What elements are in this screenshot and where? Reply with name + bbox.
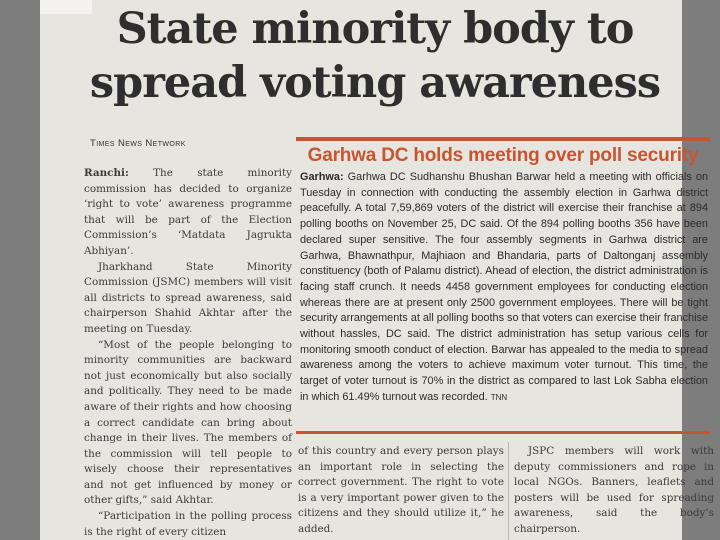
- sidebar-text: Garhwa DC Sudhanshu Bhushan Barwar held a meeting with officials on Tuesday in connection with conducting the assembly election in Garhwa district peacefully. A total 7,59,869 voters of the district will exercise their franchise at 894 polling booths on November 25, DC said. Of the 894 polling booths 356 have been declared super sensitive. The four assembly segments in Garhwa district are Garhwa, Bhawnathpur, Majhiaon and Bhandaria, parts of Daltonganj assembly constituency (both of Palamu district). Ahead of election, the district administration is facing staff crunch. It needs 4458 government employees for conducting election whereas there are at present only 2500 government employees. There will be tight security arrangements at all polling booths so that voters can exercise their franchise without hassles, DC said. The district administration has setup various cells for monitoring smooth conduct of election. Barwar has appealed to the media to spread awareness among the voters to achieve maximum voter turnout. This time, the target of voter turnout is 70% in the district as compared to last Lok Sabha election in which 61.49% turnout was recorded.: [300, 171, 709, 403]
- headline-line-1: State minority body to: [116, 4, 634, 54]
- sidebar-headline: Garhwa DC holds meeting over poll security: [307, 145, 699, 166]
- story-paragraph-3: “Most of the people belonging to minority communities are backward not just economically but also socially and politically. They need to be made aware of their rights and how choosing a correct candidate can bring about change in their lives. The members of the commission will tell people to wisely choose their representatives and not get influenced by money or other gifts,” said Akhtar.: [84, 338, 292, 507]
- sidebar-body: [300, 170, 708, 406]
- story-continuation-middle: of this country and every person plays an important role in selecting the correct government. The right to vote is a very important power given to the citizens and they should utilize it,” he added.: [298, 445, 504, 535]
- sidebar-credit: TNN: [490, 392, 508, 402]
- sidebar-bottom-rule: [296, 431, 710, 434]
- story-continuation-right: JSPC members will work with deputy commissioners and rope in local NGOs. Banners, leaflets and posters will be used for spreading awareness, said the body’s chairperson.: [514, 445, 714, 535]
- story-paragraph-2: Jharkhand State Minority Commission (JSMC) members will visit all districts to spread awareness, said chairperson Shahid Akhtar after the meeting on Tuesday.: [84, 260, 292, 335]
- story-paragraph-1: [84, 166, 292, 260]
- main-headline: [70, 2, 680, 110]
- sidebar-dateline: Garhwa:: [300, 171, 344, 183]
- headline-line-2: spread voting awareness: [89, 58, 661, 108]
- paragraph-text: The state minority commission has decided to organize ‘right to vote’ awareness programme that will be part of the Election Commission’s ‘Matdata Jagrukta Abhiyan’.: [84, 167, 292, 257]
- sidebar-top-rule: [296, 137, 710, 141]
- newspaper-clipping: [40, 0, 714, 540]
- byline: Times News Network: [90, 138, 186, 149]
- story-paragraph-4: “Participation in the polling process is the right of every citizen: [84, 510, 292, 538]
- dateline: Ranchi:: [84, 167, 129, 179]
- main-story-column: [84, 166, 292, 540]
- column-divider: [508, 442, 509, 540]
